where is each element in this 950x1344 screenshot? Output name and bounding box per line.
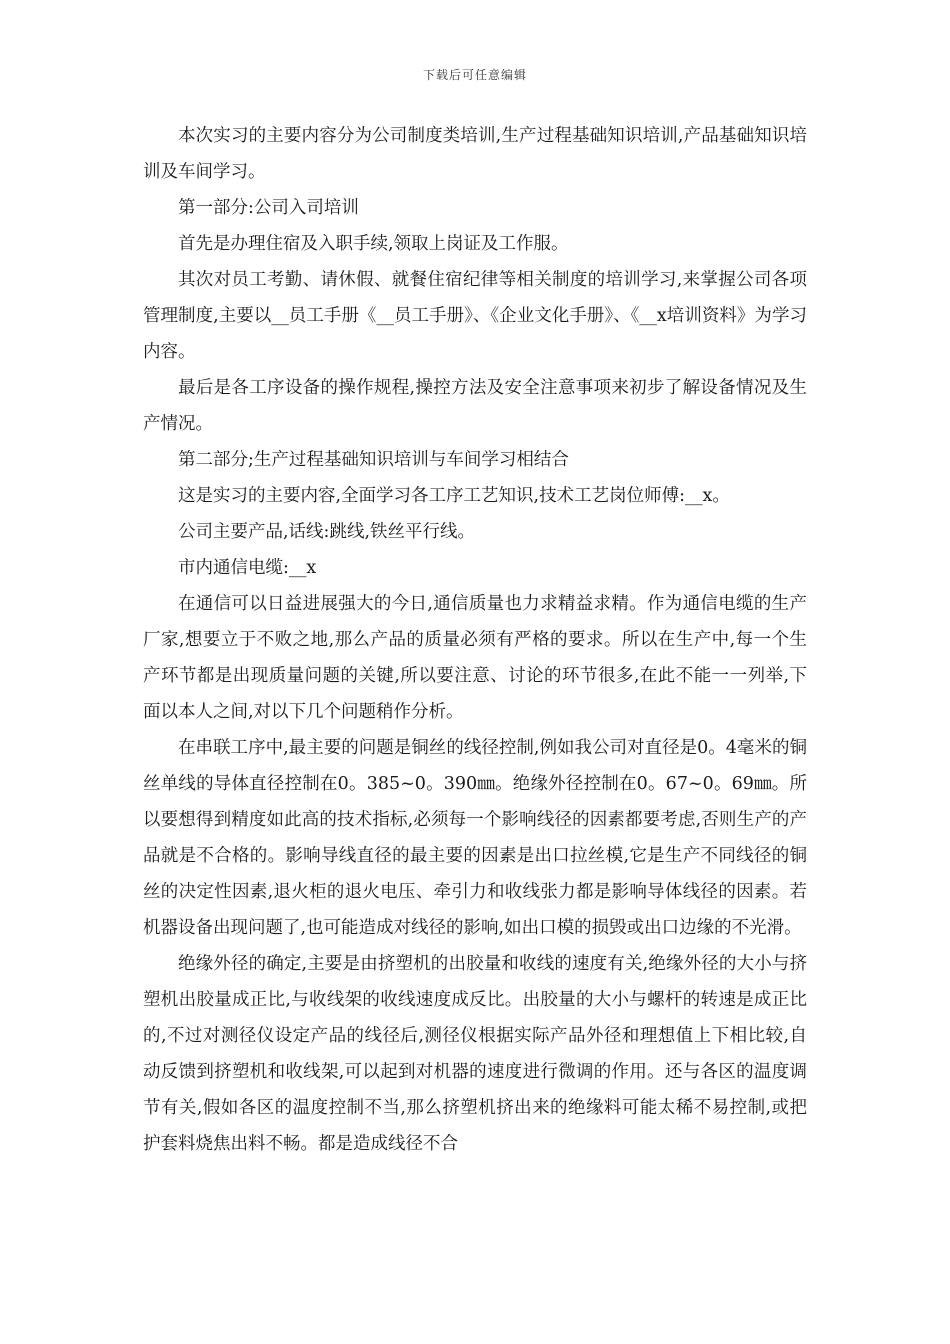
paragraph-8: 公司主要产品,话线:跳线,铁丝平行线。 bbox=[178, 522, 476, 542]
paragraph-2: 第一部分:公司入司培训 bbox=[178, 198, 359, 218]
document-body bbox=[143, 118, 807, 1162]
paragraph-4: 其次对员工考勤、请休假、就餐住宿纪律等相关制度的培训学习,来掌握公司各项管理制度,主要以__员工手册《__员工手册》、《企业文化手册》、《__x培训资料》为学习内容。 bbox=[143, 270, 807, 362]
paragraph-6: 第二部分;生产过程基础知识培训与车间学习相结合 bbox=[178, 450, 569, 470]
header-note: 下载后可任意编辑 bbox=[422, 68, 527, 82]
paragraph-3: 首先是办理住宿及入职手续,领取上岗证及工作服。 bbox=[178, 234, 569, 254]
paragraph-9: 市内通信电缆:__x bbox=[178, 558, 317, 578]
paragraph-1: 本次实习的主要内容分为公司制度类培训,生产过程基础知识培训,产品基础知识培训及车间学习。 bbox=[143, 126, 807, 182]
paragraph-10: 在通信可以日益进展强大的今日,通信质量也力求精益求精。作为通信电缆的生产厂家,想要立于不败之地,那么产品的质量必须有严格的要求。所以在生产中,每一个生产环节都是出现质量问题的关键,所以要注意、讨论的环节很多,在此不能一一列举,下面以本人之间,对以下几个问题稍作分析。 bbox=[143, 594, 807, 722]
paragraph-7: 这是实习的主要内容,全面学习各工序工艺知识,技术工艺岗位师傅:__x。 bbox=[178, 486, 730, 506]
paragraph-12: 绝缘外径的确定,主要是由挤塑机的出胶量和收线的速度有关,绝缘外径的大小与挤塑机出胶量成正比,与收线架的收线速度成反比。出胶量的大小与螺杆的转速是成正比的,不过对测径仪设定产品的线径后,测径仪根据实际产品外径和理想值上下相比较,自动反馈到挤塑机和收线架,可以起到对机器的速度进行微调的作用。还与各区的温度调节有关,假如各区的温度控制不当,那么挤塑机挤出来的绝缘料可能太稀不易控制,或把护套料烧焦出料不畅。都是造成线径不合 bbox=[143, 954, 807, 1154]
paragraph-5: 最后是各工序设备的操作规程,操控方法及安全注意事项来初步了解设备情况及生产情况。 bbox=[143, 378, 807, 434]
paragraph-11: 在串联工序中,最主要的问题是铜丝的线径控制,例如我公司对直径是0。4毫米的铜丝单线的导体直径控制在0。385~0。390㎜。绝缘外径控制在0。67~0。69㎜。所以要想得到精度如此高的技术指标,必须每一个影响线径的因素都要考虑,否则生产的产品就是不合格的。影响导线直径的最主要的因素是出口拉丝模,它是生产不同线径的铜丝的决定性因素,退火柜的退火电压、牵引力和收线张力都是影响导体线径的因素。若机器设备出现问题了,也可能造成对线径的影响,如出口模的损毁或出口边缘的不光滑。 bbox=[143, 738, 807, 938]
